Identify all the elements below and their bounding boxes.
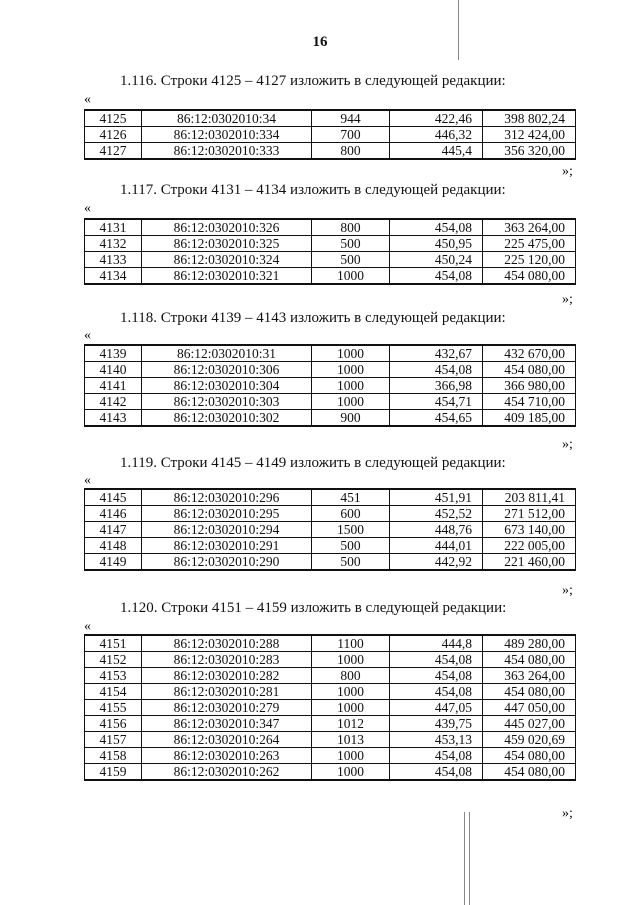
row-number-cell: 4148	[85, 538, 142, 554]
cadastral-number-cell: 86:12:0302010:295	[142, 506, 312, 522]
cadastral-number-cell: 86:12:0302010:325	[142, 236, 312, 252]
row-number-cell: 4145	[85, 489, 142, 506]
close-quote: »;	[562, 292, 573, 307]
table-row	[85, 764, 576, 781]
row-number-cell: 4149	[85, 554, 142, 571]
row-number-cell: 4157	[85, 732, 142, 748]
sum-cell: 489 280,00	[483, 635, 576, 652]
sum-cell: 454 710,00	[483, 394, 576, 410]
sum-cell: 363 264,00	[483, 219, 576, 236]
sum-cell: 673 140,00	[483, 522, 576, 538]
area-cell: 800	[312, 143, 390, 160]
sum-cell: 225 475,00	[483, 236, 576, 252]
row-number-cell: 4156	[85, 716, 142, 732]
area-cell: 500	[312, 236, 390, 252]
sum-cell: 271 512,00	[483, 506, 576, 522]
cadastral-number-cell: 86:12:0302010:283	[142, 652, 312, 668]
table-row	[85, 554, 576, 571]
row-number-cell: 4147	[85, 522, 142, 538]
section-heading: 1.118. Строки 4139 – 4143 изложить в следующей редакции:	[120, 310, 506, 326]
rate-cell: 454,08	[390, 668, 483, 684]
area-cell: 1000	[312, 764, 390, 781]
table-row	[85, 506, 576, 522]
area-cell: 800	[312, 668, 390, 684]
row-number-cell: 4152	[85, 652, 142, 668]
area-cell: 1000	[312, 362, 390, 378]
open-quote: «	[84, 619, 91, 634]
rate-cell: 454,08	[390, 684, 483, 700]
cadastral-number-cell: 86:12:0302010:296	[142, 489, 312, 506]
sum-cell: 221 460,00	[483, 554, 576, 571]
table-row	[85, 378, 576, 394]
area-cell: 944	[312, 110, 390, 127]
row-number-cell: 4151	[85, 635, 142, 652]
row-number-cell: 4134	[85, 268, 142, 285]
data-table	[84, 488, 576, 571]
open-quote: «	[84, 201, 91, 216]
cadastral-number-cell: 86:12:0302010:321	[142, 268, 312, 285]
area-cell: 1500	[312, 522, 390, 538]
table-row	[85, 252, 576, 268]
area-cell: 800	[312, 219, 390, 236]
section-heading: 1.120. Строки 4151 – 4159 изложить в следующей редакции:	[120, 600, 507, 616]
open-quote: «	[84, 328, 91, 343]
data-table	[84, 634, 576, 781]
sum-cell: 312 424,00	[483, 127, 576, 143]
rate-cell: 446,32	[390, 127, 483, 143]
data-table	[84, 109, 576, 160]
close-quote: »;	[562, 583, 573, 598]
cadastral-number-cell: 86:12:0302010:34	[142, 110, 312, 127]
sum-cell: 363 264,00	[483, 668, 576, 684]
cadastral-number-cell: 86:12:0302010:334	[142, 127, 312, 143]
cadastral-number-cell: 86:12:0302010:302	[142, 410, 312, 427]
table-row	[85, 538, 576, 554]
area-cell: 1000	[312, 268, 390, 285]
area-cell: 451	[312, 489, 390, 506]
sum-cell: 447 050,00	[483, 700, 576, 716]
rate-cell: 454,08	[390, 652, 483, 668]
table-row	[85, 110, 576, 127]
rate-cell: 366,98	[390, 378, 483, 394]
rate-cell: 422,46	[390, 110, 483, 127]
rate-cell: 445,4	[390, 143, 483, 160]
rate-cell: 454,71	[390, 394, 483, 410]
sum-cell: 454 080,00	[483, 652, 576, 668]
area-cell: 1000	[312, 748, 390, 764]
rate-cell: 453,13	[390, 732, 483, 748]
data-table	[84, 218, 576, 285]
rate-cell: 442,92	[390, 554, 483, 571]
rate-cell: 447,05	[390, 700, 483, 716]
cadastral-number-cell: 86:12:0302010:324	[142, 252, 312, 268]
area-cell: 500	[312, 538, 390, 554]
area-cell: 1000	[312, 684, 390, 700]
sum-cell: 409 185,00	[483, 410, 576, 427]
scan-artifact-line	[469, 812, 470, 905]
scan-artifact-line	[458, 0, 459, 60]
table-row	[85, 268, 576, 285]
table-row	[85, 652, 576, 668]
table-row	[85, 236, 576, 252]
area-cell: 1000	[312, 700, 390, 716]
table-row	[85, 345, 576, 362]
cadastral-number-cell: 86:12:0302010:290	[142, 554, 312, 571]
sum-cell: 398 802,24	[483, 110, 576, 127]
table-row	[85, 635, 576, 652]
rate-cell: 454,08	[390, 764, 483, 781]
area-cell: 600	[312, 506, 390, 522]
sum-cell: 459 020,69	[483, 732, 576, 748]
cadastral-number-cell: 86:12:0302010:262	[142, 764, 312, 781]
table-row	[85, 127, 576, 143]
sum-cell: 203 811,41	[483, 489, 576, 506]
close-quote: »;	[562, 164, 573, 179]
table-row	[85, 700, 576, 716]
cadastral-number-cell: 86:12:0302010:281	[142, 684, 312, 700]
row-number-cell: 4153	[85, 668, 142, 684]
row-number-cell: 4158	[85, 748, 142, 764]
table-row	[85, 394, 576, 410]
table-row	[85, 410, 576, 427]
area-cell: 1000	[312, 652, 390, 668]
cadastral-number-cell: 86:12:0302010:304	[142, 378, 312, 394]
rate-cell: 454,08	[390, 219, 483, 236]
cadastral-number-cell: 86:12:0302010:294	[142, 522, 312, 538]
cadastral-number-cell: 86:12:0302010:303	[142, 394, 312, 410]
row-number-cell: 4127	[85, 143, 142, 160]
rate-cell: 452,52	[390, 506, 483, 522]
row-number-cell: 4140	[85, 362, 142, 378]
rate-cell: 454,08	[390, 748, 483, 764]
row-number-cell: 4125	[85, 110, 142, 127]
row-number-cell: 4131	[85, 219, 142, 236]
rate-cell: 432,67	[390, 345, 483, 362]
table-row	[85, 143, 576, 160]
table-row	[85, 362, 576, 378]
cadastral-number-cell: 86:12:0302010:282	[142, 668, 312, 684]
row-number-cell: 4155	[85, 700, 142, 716]
cadastral-number-cell: 86:12:0302010:347	[142, 716, 312, 732]
rate-cell: 439,75	[390, 716, 483, 732]
area-cell: 1013	[312, 732, 390, 748]
cadastral-number-cell: 86:12:0302010:306	[142, 362, 312, 378]
cadastral-number-cell: 86:12:0302010:31	[142, 345, 312, 362]
rate-cell: 444,8	[390, 635, 483, 652]
rate-cell: 454,65	[390, 410, 483, 427]
row-number-cell: 4133	[85, 252, 142, 268]
row-number-cell: 4146	[85, 506, 142, 522]
cadastral-number-cell: 86:12:0302010:264	[142, 732, 312, 748]
data-table	[84, 344, 576, 427]
sum-cell: 445 027,00	[483, 716, 576, 732]
area-cell: 500	[312, 252, 390, 268]
section-heading: 1.117. Строки 4131 – 4134 изложить в следующей редакции:	[120, 182, 506, 198]
open-quote: «	[84, 92, 91, 107]
sum-cell: 454 080,00	[483, 268, 576, 285]
table-row	[85, 716, 576, 732]
row-number-cell: 4141	[85, 378, 142, 394]
row-number-cell: 4126	[85, 127, 142, 143]
cadastral-number-cell: 86:12:0302010:326	[142, 219, 312, 236]
cadastral-number-cell: 86:12:0302010:288	[142, 635, 312, 652]
cadastral-number-cell: 86:12:0302010:333	[142, 143, 312, 160]
row-number-cell: 4139	[85, 345, 142, 362]
rate-cell: 448,76	[390, 522, 483, 538]
sum-cell: 225 120,00	[483, 252, 576, 268]
close-quote: »;	[562, 806, 573, 821]
area-cell: 1000	[312, 345, 390, 362]
area-cell: 500	[312, 554, 390, 571]
table-row	[85, 668, 576, 684]
table-row	[85, 748, 576, 764]
area-cell: 700	[312, 127, 390, 143]
section-heading: 1.116. Строки 4125 – 4127 изложить в следующей редакции:	[120, 73, 506, 89]
table-row	[85, 684, 576, 700]
section-heading: 1.119. Строки 4145 – 4149 изложить в следующей редакции:	[120, 455, 506, 471]
table-row	[85, 219, 576, 236]
table-row	[85, 732, 576, 748]
sum-cell: 222 005,00	[483, 538, 576, 554]
area-cell: 1012	[312, 716, 390, 732]
sum-cell: 454 080,00	[483, 748, 576, 764]
rate-cell: 450,95	[390, 236, 483, 252]
close-quote: »;	[562, 437, 573, 452]
area-cell: 1000	[312, 394, 390, 410]
cadastral-number-cell: 86:12:0302010:263	[142, 748, 312, 764]
sum-cell: 356 320,00	[483, 143, 576, 160]
area-cell: 1000	[312, 378, 390, 394]
row-number-cell: 4143	[85, 410, 142, 427]
rate-cell: 450,24	[390, 252, 483, 268]
cadastral-number-cell: 86:12:0302010:291	[142, 538, 312, 554]
sum-cell: 454 080,00	[483, 764, 576, 781]
page-number: 16	[312, 34, 328, 50]
cadastral-number-cell: 86:12:0302010:279	[142, 700, 312, 716]
scan-artifact-line	[464, 812, 465, 905]
area-cell: 900	[312, 410, 390, 427]
sum-cell: 454 080,00	[483, 684, 576, 700]
row-number-cell: 4159	[85, 764, 142, 781]
rate-cell: 454,08	[390, 268, 483, 285]
sum-cell: 432 670,00	[483, 345, 576, 362]
sum-cell: 366 980,00	[483, 378, 576, 394]
row-number-cell: 4132	[85, 236, 142, 252]
rate-cell: 454,08	[390, 362, 483, 378]
rate-cell: 444,01	[390, 538, 483, 554]
table-row	[85, 522, 576, 538]
area-cell: 1100	[312, 635, 390, 652]
rate-cell: 451,91	[390, 489, 483, 506]
row-number-cell: 4142	[85, 394, 142, 410]
row-number-cell: 4154	[85, 684, 142, 700]
table-row	[85, 489, 576, 506]
open-quote: «	[84, 473, 91, 488]
sum-cell: 454 080,00	[483, 362, 576, 378]
